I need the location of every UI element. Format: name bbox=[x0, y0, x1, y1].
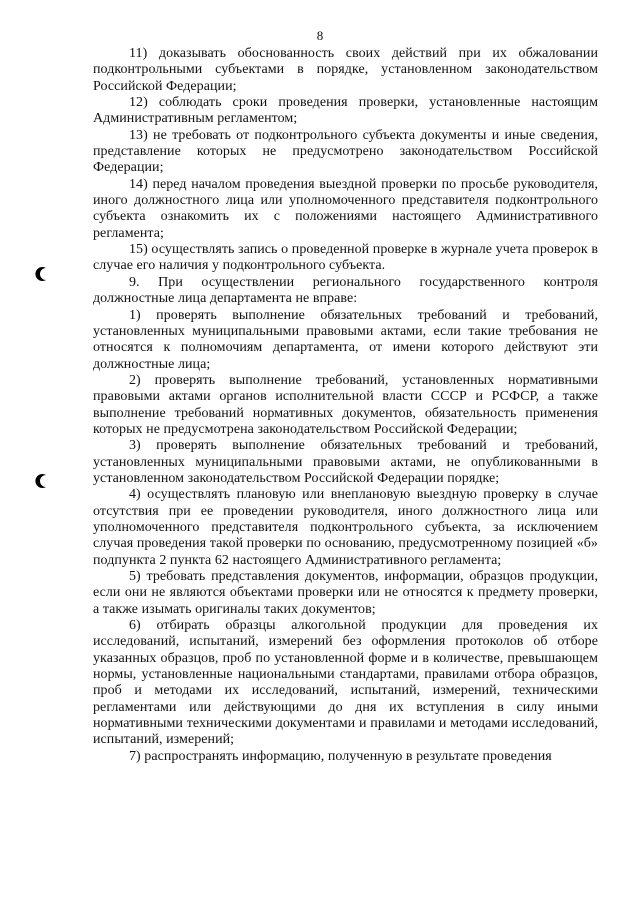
prohibition-item-2: 2) проверять выполнение требований, установленных нормативными правовыми актами органов исполнительной власти СССР и РСФСР, а также выполнение требований нормативных документов, обязательность применения которых не предусмотрена законодательством Российской Федерации; bbox=[93, 372, 598, 437]
punch-hole-mark-icon bbox=[33, 265, 51, 283]
paragraph-item-12: 12) соблюдать сроки проведения проверки, установленные настоящим Административным регламентом; bbox=[93, 95, 598, 127]
prohibition-item-7: 7) распространять информацию, полученную в результате проведения bbox=[129, 748, 552, 764]
paragraph-item-11: 11) доказывать обоснованность своих действий при их обжаловании подконтрольными субъектами в порядке, установленном законодательством Российской Федерации; bbox=[93, 46, 598, 94]
paragraph-item-14: 14) перед началом проведения выездной проверки по просьбе руководителя, иного должностного лица или уполномоченного представителя подконтрольного субъекта ознакомить их с положениями настоящего Административного регламента; bbox=[93, 176, 598, 241]
prohibition-item-3: 3) проверять выполнение обязательных требований и требований, установленных муниципальными правовыми актами, не опубликованными в установленном законодательством Российской Федерации порядке; bbox=[93, 438, 598, 486]
document-body bbox=[93, 46, 598, 765]
paragraph-item-13: 13) не требовать от подконтрольного субъекта документы и иные сведения, представление которых не предусмотрено законодательством Российской Федерации; bbox=[93, 127, 598, 176]
prohibition-item-6: 6) отбирать образцы алкогольной продукции для проведения их исследований, испытаний, измерений без оформления протоколов об отборе указанных образцов, проб по установленной форме и в количестве, превышающем нормы, установленные национальными стандартами, правилами отбора образцов, проб и методами их исследований, испытаний, измерений, техническими регламентами или действующими до дня их вступления в силу иными нормативными техническими документами и правилами и методами исследований, испытаний, измерений; bbox=[93, 618, 598, 748]
prohibition-item-5: 5) требовать представления документов, информации, образцов продукции, если они не являются объектами проверки или не относятся к предмету проверки, а также изымать оригиналы таких документов; bbox=[93, 569, 598, 617]
prohibition-item-1: 1) проверять выполнение обязательных требований и требований, установленных муниципальными правовыми актами, если такие требования не относятся к полномочиям департамента, от имени которого действуют эти должностные лица; bbox=[93, 307, 598, 372]
prohibition-item-4: 4) осуществлять плановую или внеплановую выездную проверку в случае отсутствия при ее проведении руководителя, иного должностного лица или уполномоченного представителя подконтрольного субъекта, за исключением случая проведения такой проверки по основанию, предусмотренному позицией «б» подпункта 2 пункта 62 настоящего Административного регламента; bbox=[93, 487, 598, 568]
punch-hole-mark-icon bbox=[33, 472, 51, 490]
page-number: 8 bbox=[316, 28, 324, 43]
paragraph-item-15: 15) осуществлять запись о проведенной проверке в журнале учета проверок в случае его наличия у подконтрольного субъекта. bbox=[93, 242, 598, 274]
section-9-intro: 9. При осуществлении регионального государственного контроля должностные лица департамента не вправе: bbox=[93, 274, 598, 307]
